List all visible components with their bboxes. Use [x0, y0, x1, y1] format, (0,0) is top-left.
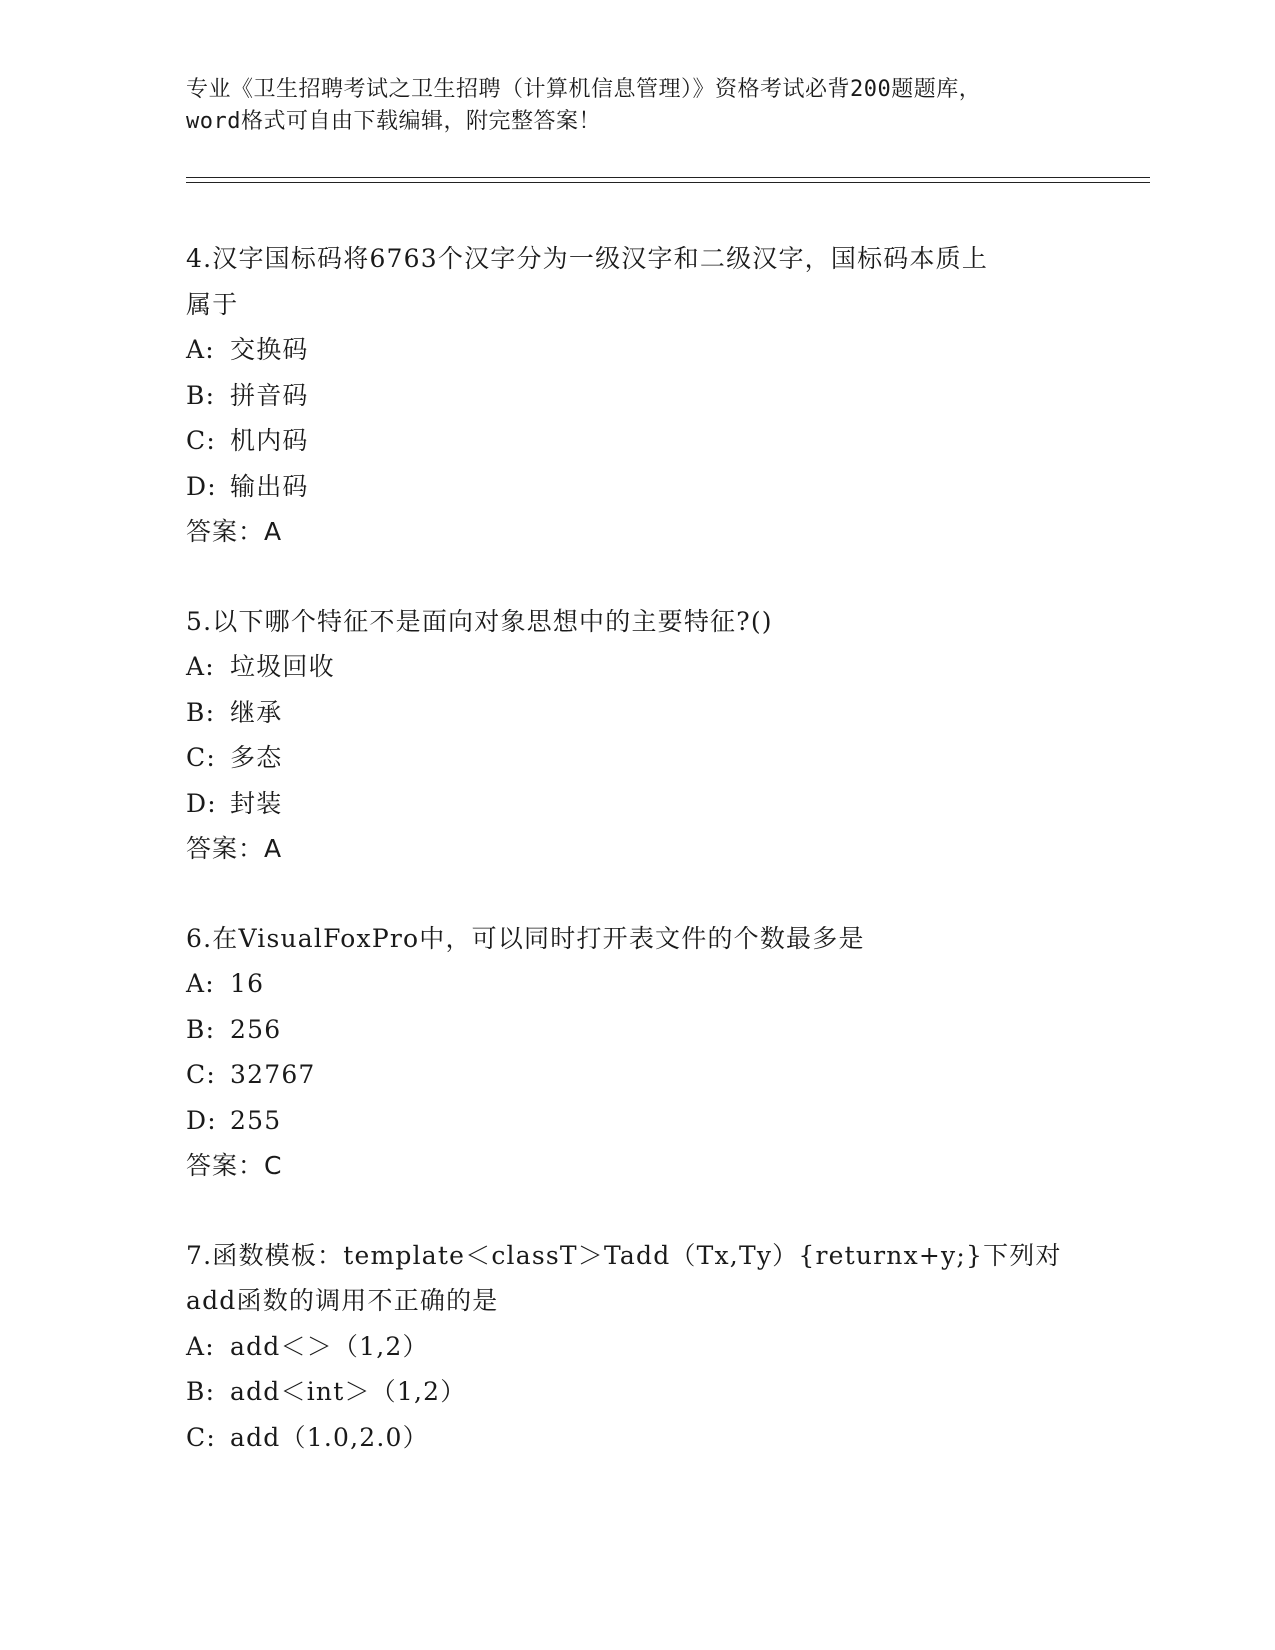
option-letter: A: — [186, 969, 215, 998]
question-stem: 6.在VisualFoxPro中，可以同时打开表文件的个数最多是 — [186, 923, 865, 953]
option-text: add（1.0,2.0） — [230, 1422, 429, 1452]
question-stem: 属于 — [186, 289, 239, 319]
answer-option — [186, 327, 1086, 373]
answer-option — [186, 464, 1086, 510]
question-list — [186, 236, 1086, 1504]
question-stem: 7.函数模板：template＜classT＞Tadd（Tx,Ty）{returnx+y;}下列对 — [186, 1240, 1062, 1270]
option-letter: B: — [186, 1014, 216, 1044]
answer-option — [186, 373, 1086, 419]
option-letter: A: — [186, 335, 215, 364]
option-letter: A: — [186, 1331, 215, 1361]
option-text: 机内码 — [230, 426, 309, 455]
option-letter: B: — [186, 1377, 216, 1406]
answer-option — [186, 735, 1086, 781]
header-divider-bottom — [186, 182, 1150, 183]
option-letter: B: — [186, 380, 216, 410]
answer-option — [186, 1369, 1086, 1415]
option-letter: D: — [186, 471, 217, 501]
answer-key: 答案：C — [186, 1151, 283, 1180]
option-text: 输出码 — [230, 471, 309, 501]
header-divider-top — [186, 177, 1150, 178]
question-block — [186, 1233, 1086, 1461]
option-text: add＜int＞（1,2） — [230, 1377, 467, 1406]
answer-option — [186, 690, 1086, 736]
question-stem: add函数的调用不正确的是 — [186, 1286, 499, 1315]
option-text: 32767 — [230, 1060, 316, 1089]
option-text: 封装 — [230, 788, 283, 818]
answer-option — [186, 644, 1086, 690]
question-block — [186, 599, 1086, 872]
document-header — [186, 74, 1086, 138]
answer-option — [186, 418, 1086, 464]
option-text: add＜＞（1,2） — [230, 1331, 429, 1361]
option-letter: B: — [186, 697, 216, 727]
answer-option — [186, 781, 1086, 827]
header-line-1: 专业《卫生招聘考试之卫生招聘（计算机信息管理）》资格考试必背200题题库， — [186, 77, 982, 102]
option-letter: C: — [186, 426, 216, 455]
option-text: 交换码 — [230, 335, 309, 364]
option-text: 256 — [230, 1014, 282, 1044]
option-letter: C: — [186, 1060, 216, 1089]
header-line-2: word格式可自由下载编辑，附完整答案！ — [186, 109, 601, 134]
answer-key: 答案：A — [186, 834, 283, 863]
answer-option — [186, 1098, 1086, 1144]
option-text: 垃圾回收 — [230, 652, 335, 681]
question-block — [186, 916, 1086, 1189]
option-text: 255 — [230, 1105, 282, 1135]
question-stem: 4.汉字国标码将6763个汉字分为一级汉字和二级汉字，国标码本质上 — [186, 244, 989, 273]
option-text: 16 — [230, 969, 265, 998]
option-text: 拼音码 — [230, 380, 309, 410]
option-letter: C: — [186, 1422, 216, 1452]
option-letter: C: — [186, 743, 216, 772]
answer-option — [186, 1415, 1086, 1461]
option-letter: D: — [186, 788, 217, 818]
option-text: 多态 — [230, 743, 283, 772]
option-letter: A: — [186, 652, 215, 681]
answer-option — [186, 1324, 1086, 1370]
option-text: 继承 — [230, 697, 283, 727]
answer-key: 答案：A — [186, 517, 283, 546]
question-stem: 5.以下哪个特征不是面向对象思想中的主要特征?() — [186, 606, 773, 636]
answer-option — [186, 1007, 1086, 1053]
answer-option — [186, 961, 1086, 1007]
question-block — [186, 236, 1086, 555]
option-letter: D: — [186, 1105, 217, 1135]
answer-option — [186, 1052, 1086, 1098]
